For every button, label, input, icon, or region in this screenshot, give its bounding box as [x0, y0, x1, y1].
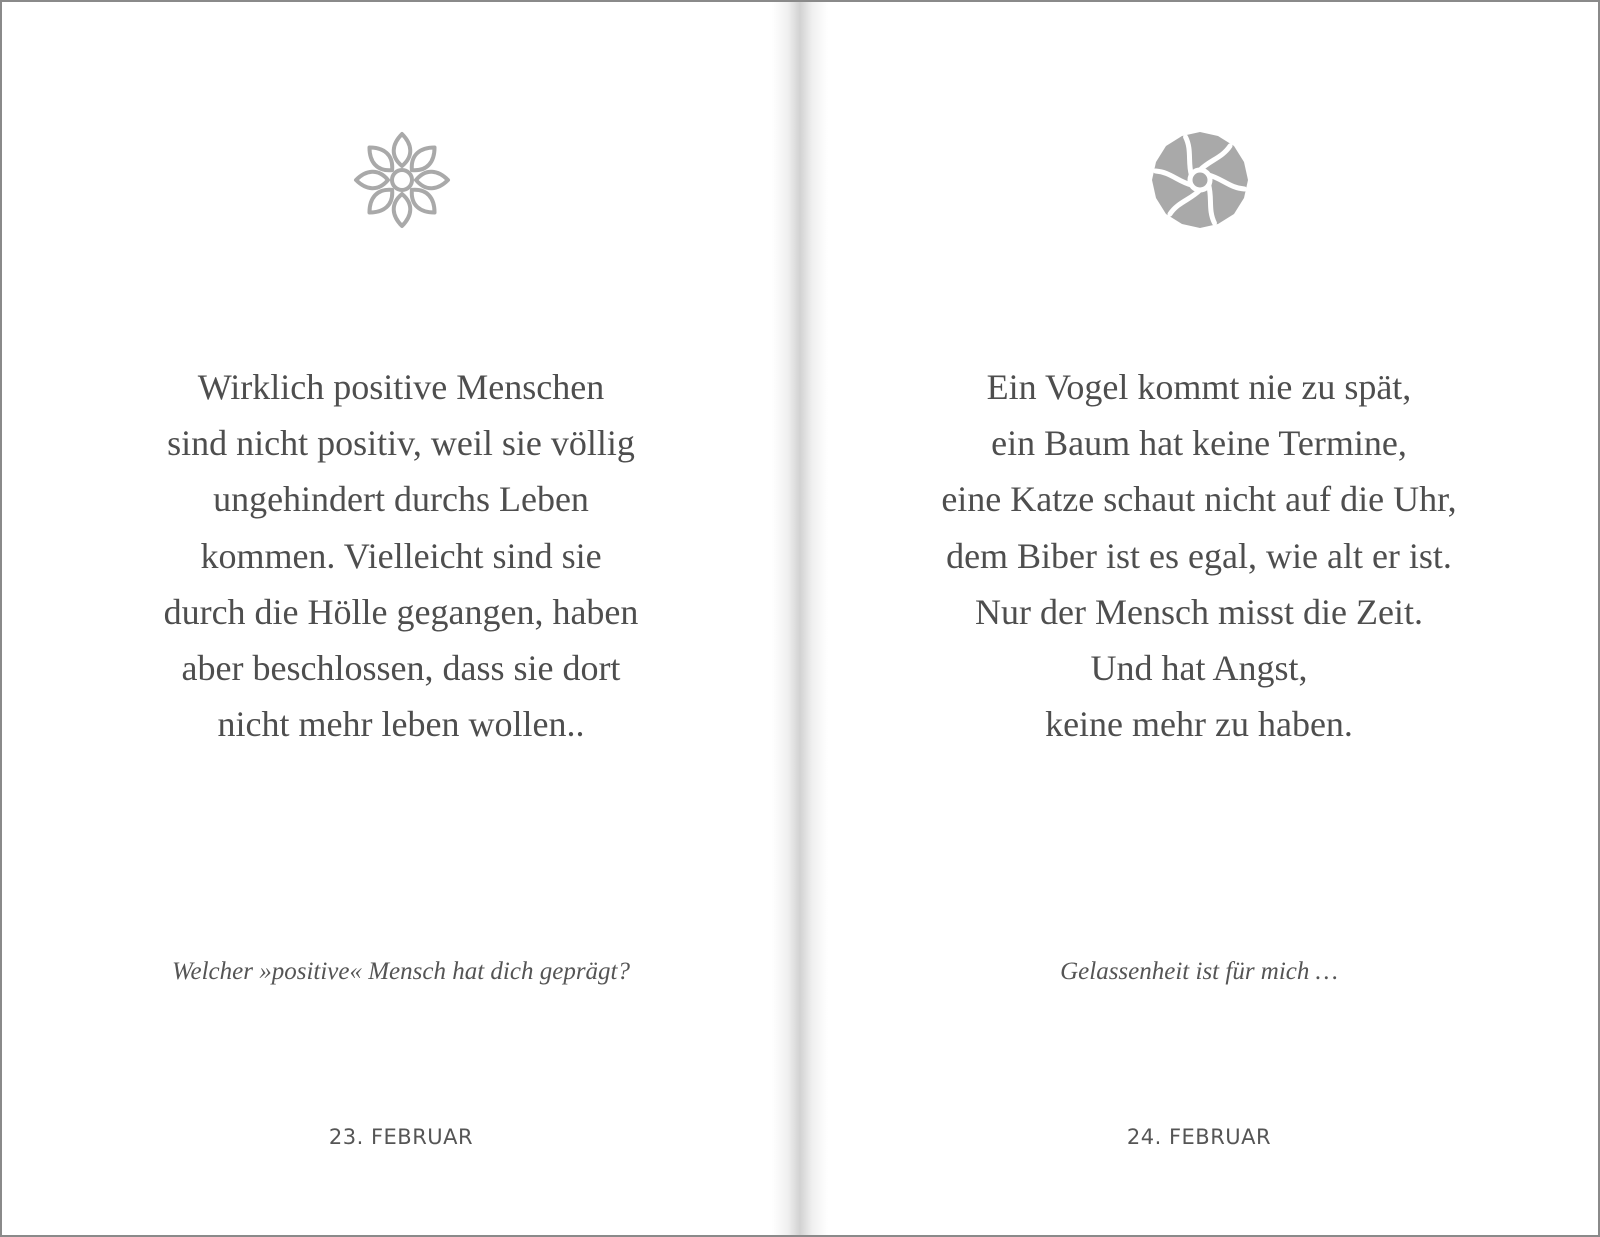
quote-line: Und hat Angst, — [1090, 648, 1308, 689]
quote-line: dem Biber ist es egal, wie alt er ist. — [946, 535, 1452, 576]
quote-text — [860, 359, 1538, 752]
quote-line: eine Katze schaut nicht auf die Uhr, — [941, 479, 1457, 520]
swirl-rosette-icon — [1150, 130, 1250, 230]
left-page — [2, 2, 800, 1235]
right-page — [800, 2, 1598, 1235]
quote-line: Ein Vogel kommt nie zu spät, — [986, 367, 1412, 407]
quote-text — [62, 359, 740, 752]
reflection-prompt: Welcher »positive« Mensch hat dich geprägt? — [171, 958, 630, 985]
quote-line: ungehindert durchs Leben — [213, 479, 589, 520]
page-date: 23. FEBRUAR — [328, 1125, 474, 1149]
quote-line: Wirklich positive Menschen — [197, 367, 605, 407]
quote-line: ein Baum hat keine Termine, — [991, 423, 1407, 464]
quote-line: keine mehr zu haben. — [1045, 704, 1353, 745]
quote-line: Nur der Mensch misst die Zeit. — [975, 591, 1423, 632]
page-date: 24. FEBRUAR — [1126, 1125, 1272, 1149]
quote-line: sind nicht positiv, weil sie völlig — [167, 423, 635, 464]
quote-line: kommen. Vielleicht sind sie — [200, 535, 602, 576]
reflection-prompt: Gelassenheit ist für mich … — [1060, 958, 1338, 985]
quote-line: nicht mehr leben wollen.. — [217, 704, 585, 745]
quote-line: aber beschlossen, dass sie dort — [181, 648, 621, 689]
quote-line: durch die Hölle gegangen, haben — [163, 591, 639, 632]
mandala-flower-icon — [352, 130, 452, 230]
